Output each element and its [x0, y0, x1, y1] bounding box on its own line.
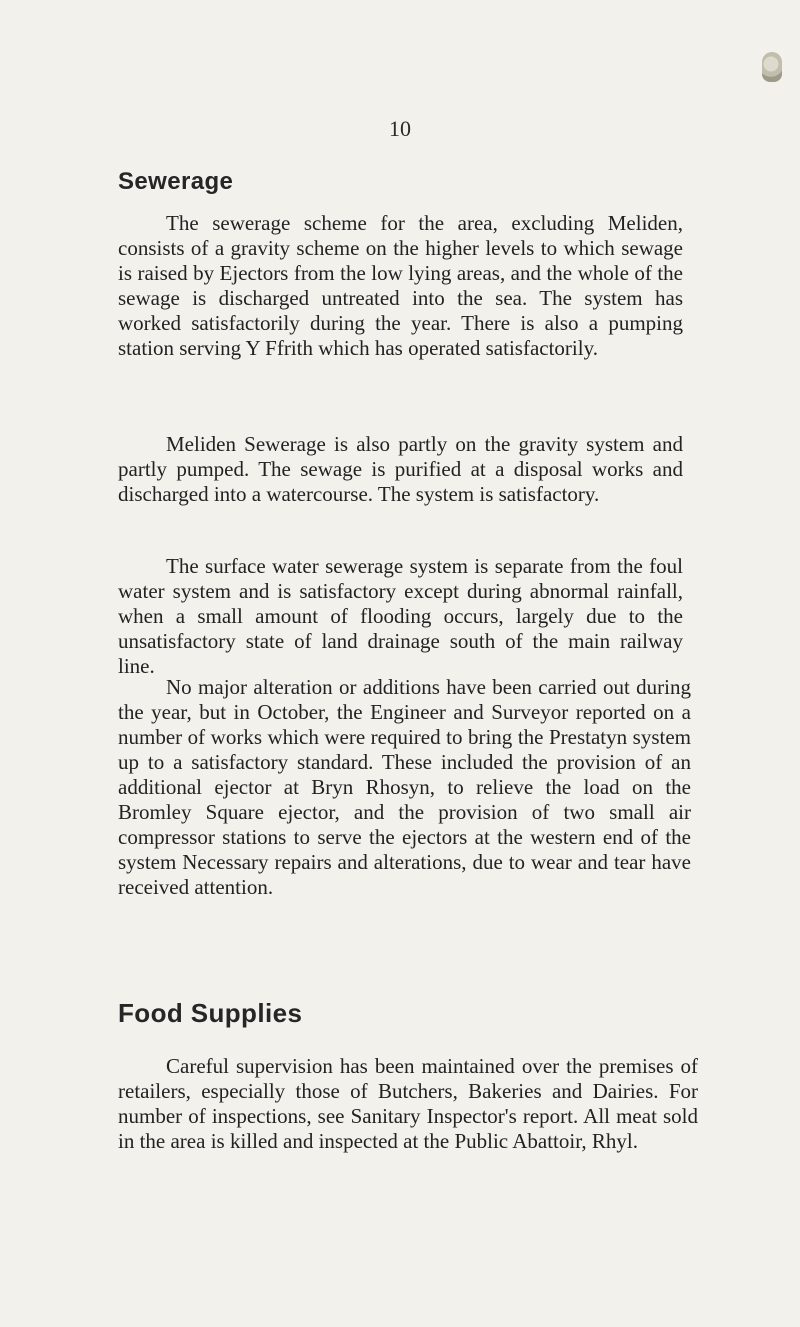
sewerage-paragraph-3: The surface water sewerage system is separate from the foul water system and is satisfactory except during abnormal rainfall, when a small amount of flooding occurs, largely due to the unsatisfactory state of land drainage south of the main railway line. [118, 554, 683, 678]
sewerage-paragraph-2: Meliden Sewerage is also partly on the gravity system and partly pumped. The sewage is purified at a disposal works and discharged into a watercourse. The system is satisfactory. [118, 432, 683, 506]
food-supplies-paragraph-1: Careful supervision has been maintained over the premises of retailers, especially those of Butchers, Bakeries and Dairies. For number of inspections, see Sanitary Inspector's report. All meat sold in the area is killed and inspected at the Public Abattoir, Rhyl. [118, 1054, 698, 1153]
page-number: 10 [389, 116, 411, 141]
section-heading-food-supplies: Food Supplies [118, 998, 303, 1028]
corner-mark [762, 52, 782, 82]
sewerage-paragraph-1: The sewerage scheme for the area, excluding Meliden, consists of a gravity scheme on the higher levels to which sewage is raised by Ejectors from the low lying areas, and the whole of the sewage is discharged untreated into the sea. The system has worked satisfactorily during the year. There is also a pumping station serving Y Ffrith which has operated satisfactorily. [118, 211, 683, 360]
section-heading-sewerage: Sewerage [118, 168, 234, 195]
sewerage-paragraph-4: No major alteration or additions have been carried out during the year, but in October, the Engineer and Surveyor reported on a number of works which were required to bring the Prestatyn system up to a satisfactory standard. These included the provision of an additional ejector at Bryn Rhosyn, to relieve the load on the Bromley Square ejector, and the provision of two small air compressor stations to serve the ejectors at the western end of the system Necessary repairs and alterations, due to wear and tear have received attention. [118, 675, 691, 899]
